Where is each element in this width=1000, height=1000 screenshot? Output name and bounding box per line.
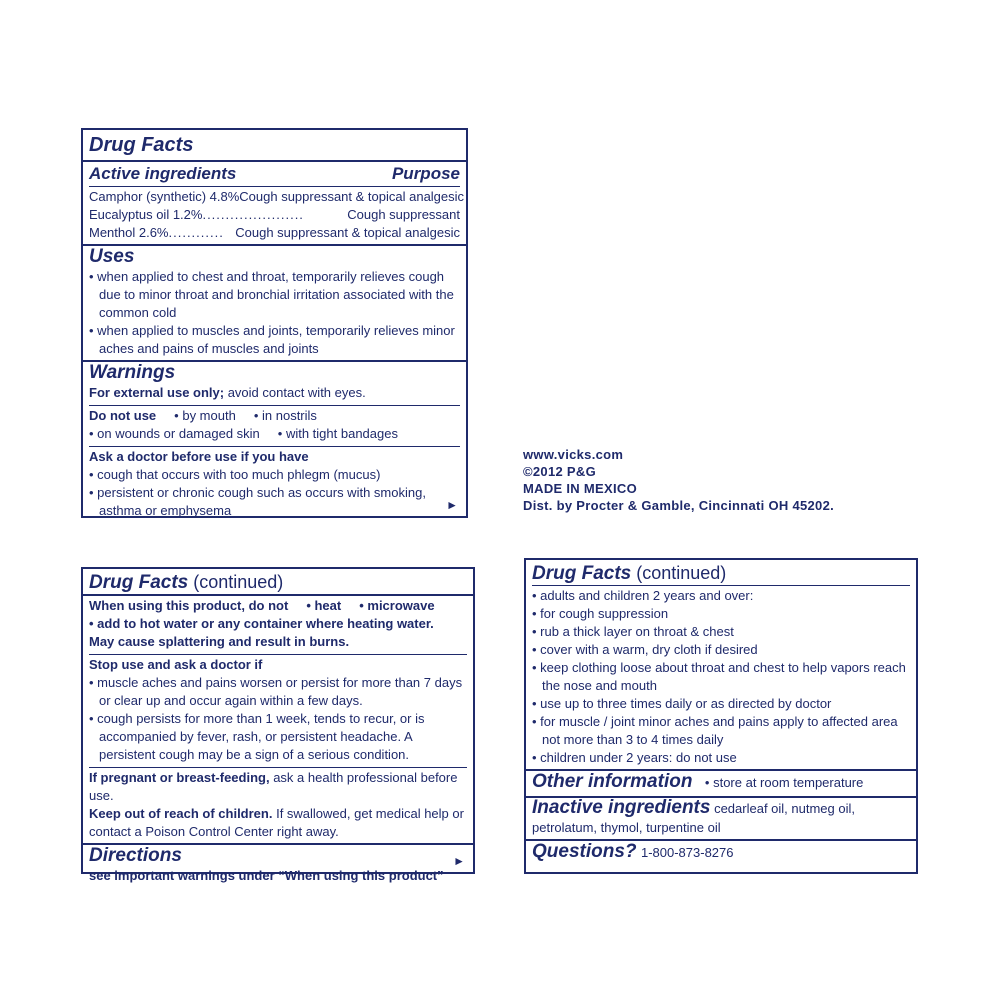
do-not-use-section: Do not use • by mouth • in nostrils • on wounds or damaged skin • with tight bandages (89, 405, 460, 443)
panel3-title: Drug Facts (continued) (532, 562, 910, 586)
copyright-text: ©2012 P&G (523, 464, 596, 479)
questions-label: Questions? (532, 841, 637, 862)
ask-doctor-item: • persistent or chronic cough such as occurs with smoking, asthma or emphysema (89, 485, 426, 518)
ingredient-row (89, 188, 465, 206)
company-info (523, 446, 834, 514)
ingredient-purpose: Cough suppressant (347, 207, 460, 222)
uses-section (83, 244, 466, 358)
drug-facts-panel-2 (81, 567, 475, 883)
direction-item: • rub a thick layer on throat & chest (532, 624, 734, 639)
continue-arrow-icon: ► (446, 498, 458, 512)
ingredient-row (89, 224, 460, 242)
ingredient-dots: ............ (168, 225, 224, 240)
directions-list (532, 586, 910, 767)
ingredient-purpose: Cough suppressant & topical analgesic (235, 225, 460, 240)
stop-use-item: • muscle aches and pains worsen or persist for more than 7 days or clear up and occur again within a few days. (89, 675, 463, 708)
warnings-label: Warnings (89, 362, 176, 383)
ask-doctor-label: Ask a doctor before use if you have (89, 449, 309, 464)
other-info-section: Other information • store at room temperature (526, 769, 916, 794)
pregnancy-section: If pregnant or breast-feeding, ask a health professional before use. Keep out of reach of children. If swallowed, get medical help or contact a Poison Control Center right away. (89, 767, 467, 841)
inactive-text: cedarleaf oil, nutmeg oil, petrolatum, thymol, turpentine oil (532, 801, 855, 835)
drug-facts-panel-1 (81, 128, 468, 518)
direction-item: • for muscle / joint minor aches and pains apply to affected area not more than 3 to 4 times daily (532, 714, 898, 747)
ingredient-name: Eucalyptus oil 1.2% (89, 207, 203, 222)
do-not-use-label: Do not use (89, 408, 157, 423)
uses-label: Uses (89, 246, 135, 267)
other-info-text: store at room temperature (713, 775, 864, 790)
direction-item: • adults and children 2 years and over: (532, 588, 754, 603)
stop-use-label: Stop use and ask a doctor if (89, 657, 263, 672)
ingredients-list (89, 187, 465, 242)
warnings-section (83, 360, 466, 520)
direction-item: • children under 2 years: do not use (532, 750, 737, 765)
direction-item: • cover with a warm, dry cloth if desired (532, 642, 758, 657)
ask-doctor-item: • cough that occurs with too much phlegm (mucus) (89, 467, 381, 482)
continue-arrow-icon: ► (453, 854, 465, 868)
questions-phone: 1-800-873-8276 (640, 845, 734, 860)
made-in-text: MADE IN MEXICO (523, 481, 637, 496)
direction-item: • keep clothing loose about throat and chest to help vapors reach the nose and mouth (532, 660, 906, 693)
ask-doctor-section (89, 446, 460, 520)
when-using-section: When using this product, do not • heat • microwave • add to hot water or any container where heating water. May cause splattering and result in burns. (89, 596, 467, 651)
ingredient-purpose: Cough suppressant & topical analgesic (239, 189, 465, 204)
ingredient-dots: ...................... (202, 207, 304, 222)
uses-item: • when applied to chest and throat, temporarily relieves cough due to minor throat and bronchial irritation associated with the common cold (89, 269, 454, 320)
stop-use-item: • cough persists for more than 1 week, tends to recur, or is accompanied by fever, rash, or persistent headache. A persistent cough may be a sign of a serious condition. (89, 711, 425, 762)
active-ingredients-header (83, 160, 466, 187)
website-text: www.vicks.com (523, 447, 624, 462)
directions-section (83, 843, 473, 885)
uses-item: • when applied to muscles and joints, temporarily relieves minor aches and pains of muscles and joints (89, 323, 455, 356)
directions-label: Directions (89, 845, 182, 866)
distributor-text: Dist. by Procter & Gamble, Cincinnati OH 45202. (523, 498, 835, 513)
active-ingredients-label: Active ingredients (89, 164, 237, 183)
when-using-label: When using this product, do not (89, 598, 289, 613)
panel2-title: Drug Facts (continued) (83, 571, 473, 596)
questions-section (526, 839, 916, 864)
inactive-label: Inactive ingredients (532, 797, 711, 818)
direction-item: • use up to three times daily or as directed by doctor (532, 696, 832, 711)
direction-item: • for cough suppression (532, 606, 669, 621)
panel1-title: Drug Facts (89, 134, 194, 156)
directions-text: see important warnings under “When using this product” (89, 868, 444, 883)
drug-facts-panel-3 (524, 558, 918, 874)
ingredient-name: Menthol 2.6% (89, 225, 169, 240)
ingredient-name: Camphor (synthetic) 4.8% (89, 189, 240, 204)
external-use-text: For external use only; avoid contact with eyes. (89, 385, 366, 400)
ingredient-row (89, 206, 460, 224)
inactive-ingredients-section (526, 796, 916, 837)
other-info-label: Other information (532, 771, 693, 792)
purpose-label: Purpose (391, 164, 460, 183)
stop-use-section (89, 654, 467, 764)
splatter-warning: May cause splattering and result in burns. (89, 634, 350, 649)
